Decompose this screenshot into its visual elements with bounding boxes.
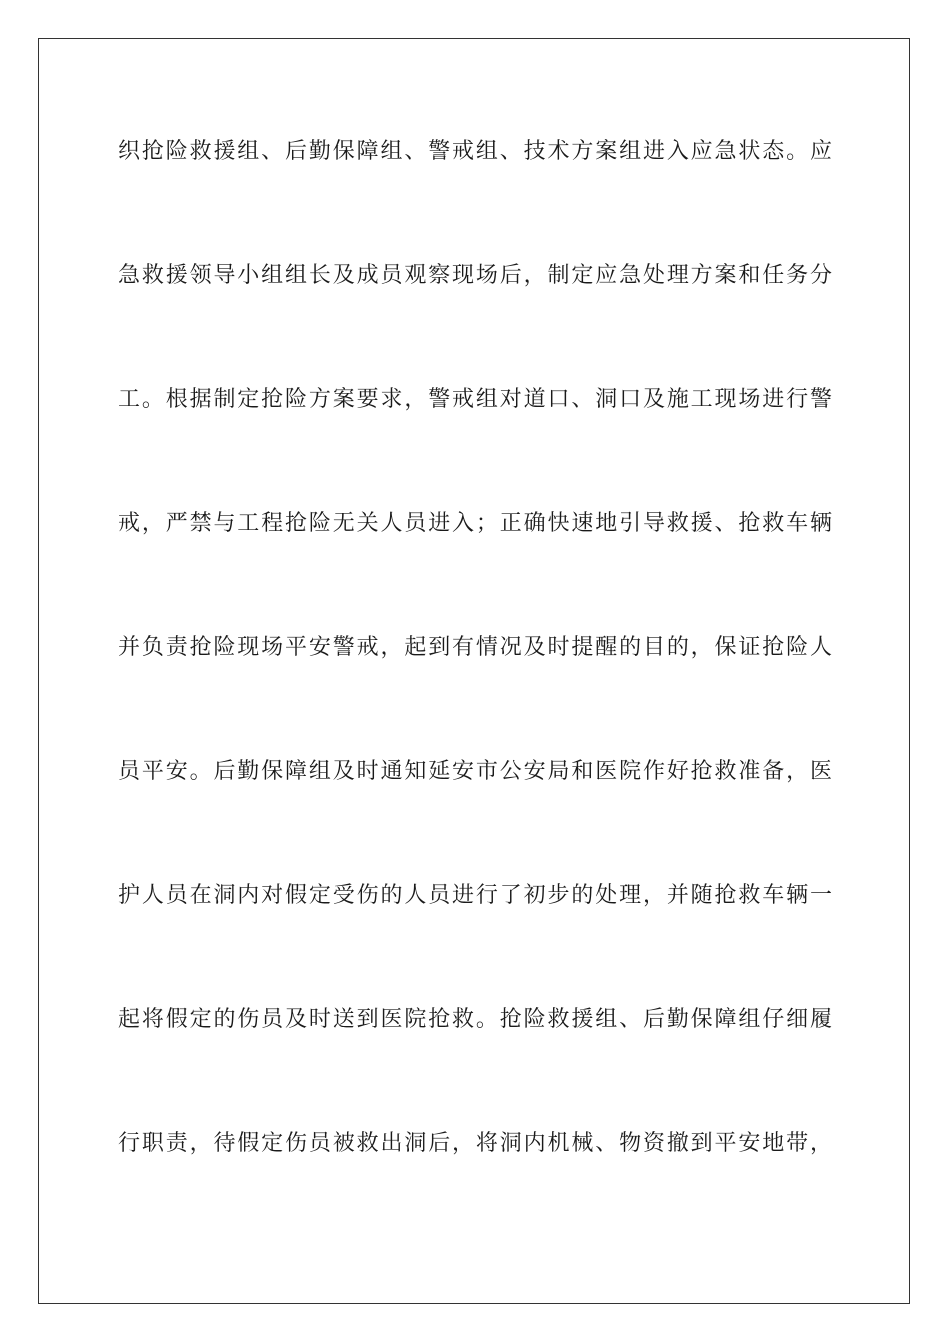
text-line: 护人员在洞内对假定受伤的人员进行了初步的处理，并随抢救车辆一 [118, 883, 832, 908]
text-line: 员平安。后勤保障组及时通知延安市公安局和医院作好抢救准备，医 [118, 759, 832, 784]
text-line: 戒，严禁与工程抢险无关人员进入；正确快速地引导救援、抢救车辆 [118, 511, 832, 536]
text-line: 并负责抢险现场平安警戒，起到有情况及时提醒的目的，保证抢险人 [118, 635, 832, 660]
text-line: 工。根据制定抢险方案要求，警戒组对道口、洞口及施工现场进行警 [118, 387, 832, 412]
text-line: 织抢险救援组、后勤保障组、警戒组、技术方案组进入应急状态。应 [118, 139, 832, 164]
page-border [38, 38, 910, 1304]
text-line: 行职责，待假定伤员被救出洞后，将洞内机械、物资撤到平安地带， [118, 1131, 832, 1156]
text-line: 起将假定的伤员及时送到医院抢救。抢险救援组、后勤保障组仔细履 [118, 1007, 832, 1032]
text-line: 急救援领导小组组长及成员观察现场后，制定应急处理方案和任务分 [118, 263, 832, 288]
